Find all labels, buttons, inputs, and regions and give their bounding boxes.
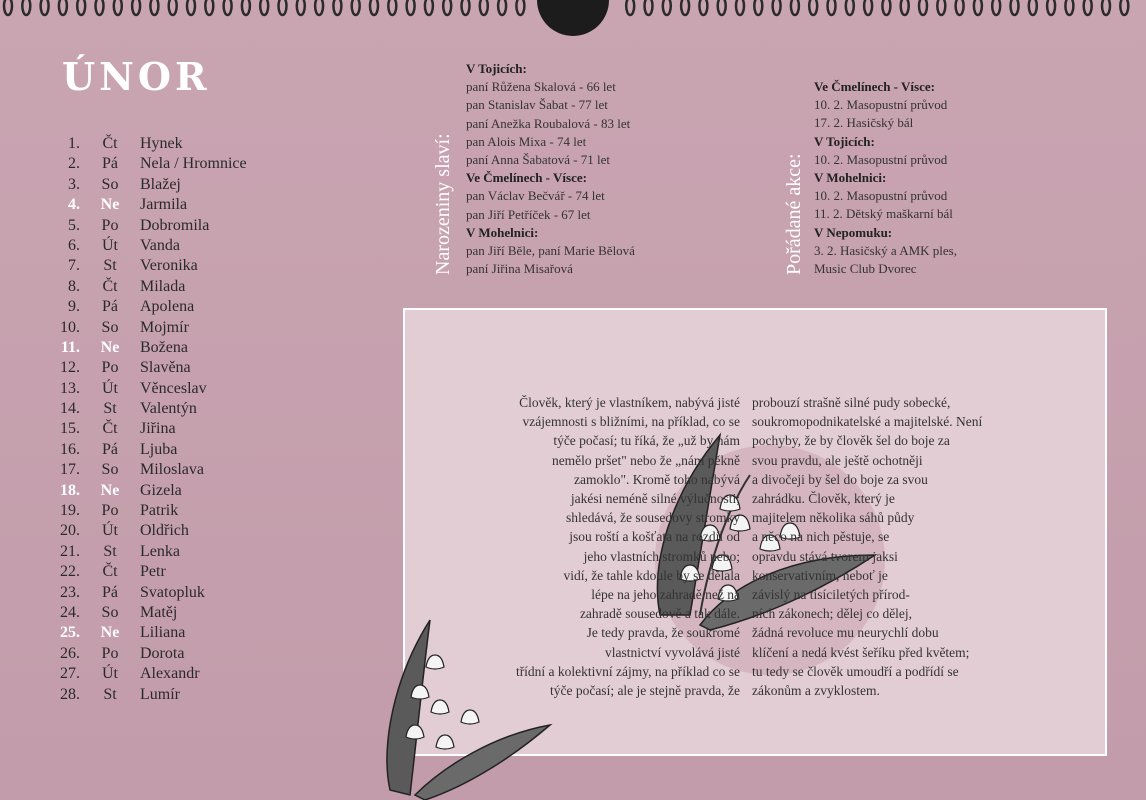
info-line: paní Růžena Skalová - 66 let xyxy=(466,79,616,95)
name-day: Veronika xyxy=(140,257,198,275)
day-row xyxy=(40,155,320,175)
article-line: zahradě sousedově a tak dále. xyxy=(579,606,740,622)
day-row xyxy=(40,686,320,706)
article-line: vlastnictví vyvolává jisté xyxy=(605,644,740,660)
day-number: 18. xyxy=(60,481,80,499)
article-line: shledává, že sousedovy stromky xyxy=(566,510,740,526)
spiral-ring xyxy=(41,0,49,15)
spiral-ring xyxy=(1047,0,1055,15)
spiral-ring xyxy=(498,0,506,15)
spiral-ring xyxy=(1065,0,1073,15)
day-row xyxy=(40,461,320,481)
spiral-ring xyxy=(77,0,85,15)
spiral-ring xyxy=(150,0,158,15)
article-line: a divočeji by šel do boje za svou xyxy=(752,471,928,487)
day-row xyxy=(40,217,320,237)
spiral-ring xyxy=(352,0,360,15)
weekday: Ne xyxy=(100,624,120,642)
weekday: Pá xyxy=(102,440,118,458)
article-line: vidí, že tahle kdoule by se dělala xyxy=(563,567,740,583)
day-row xyxy=(40,624,320,644)
spiral-ring xyxy=(864,0,872,15)
spiral-ring xyxy=(297,0,305,15)
article-line: Je tedy pravda, že soukromé xyxy=(586,625,740,641)
spiral-ring xyxy=(407,0,415,15)
day-number: 4. xyxy=(68,196,80,214)
spiral-ring xyxy=(956,0,964,15)
day-number: 16. xyxy=(60,440,80,458)
weekday: Čt xyxy=(102,420,118,438)
name-day: Dorota xyxy=(140,644,185,662)
article-line: jsou roští a košťata na rozdíl od xyxy=(569,529,740,545)
spiral-ring xyxy=(645,0,653,15)
spiral-ring xyxy=(315,0,323,15)
info-line: 10. 2. Masopustní průvod xyxy=(814,188,948,204)
weekday: Út xyxy=(102,522,118,540)
day-row xyxy=(40,563,320,583)
day-row xyxy=(40,176,320,196)
day-row xyxy=(40,257,320,277)
weekday: Pá xyxy=(102,155,118,173)
day-number: 21. xyxy=(60,542,80,560)
info-line: 11. 2. Dětský maškarní bál xyxy=(814,206,953,222)
spiral-ring xyxy=(425,0,433,15)
spiral-ring xyxy=(114,0,122,15)
weekday: Po xyxy=(101,502,119,520)
article-line: tu tedy se člověk umoudří a podřídí se xyxy=(752,663,959,679)
day-row xyxy=(40,522,320,542)
article-right-column xyxy=(752,393,1082,700)
article-line: týče počasí; ale je stejně pravda, že xyxy=(549,683,740,699)
name-day: Slavěna xyxy=(140,359,191,377)
day-number: 7. xyxy=(68,257,80,275)
info-line: pan Jiří Petříček - 67 let xyxy=(466,206,591,222)
day-number: 25. xyxy=(60,624,80,642)
article-line: vzájemnosti s bližními, na příklad, co se xyxy=(522,414,740,430)
birthdays-list xyxy=(466,60,635,278)
day-list xyxy=(40,135,320,706)
spiral-ring xyxy=(901,0,909,15)
day-number: 14. xyxy=(60,400,80,418)
day-row xyxy=(40,319,320,339)
weekday: Čt xyxy=(102,277,118,295)
weekday: So xyxy=(101,175,119,193)
spiral-ring xyxy=(96,0,104,15)
spiral-ring xyxy=(242,0,250,15)
name-day: Matěj xyxy=(140,603,178,621)
article-line: svou pravdu, ale ještě ochotněji xyxy=(752,452,923,468)
spiral-ring xyxy=(882,0,890,15)
name-day: Lumír xyxy=(140,685,180,703)
info-line: 3. 2. Hasičský a AMK ples, xyxy=(814,242,957,258)
weekday: Po xyxy=(101,644,119,662)
day-number: 28. xyxy=(60,685,80,703)
article-line: konservativním, neboť je xyxy=(752,567,888,583)
day-row xyxy=(40,400,320,420)
article-line: soukromopodnikatelské a majitelské. Není xyxy=(752,414,983,430)
article-line: nemělo pršet" nebo že „nám pěkně xyxy=(551,452,740,468)
info-line: pan Václav Bečvář - 74 let xyxy=(466,188,605,204)
day-row xyxy=(40,441,320,461)
name-day: Valentýn xyxy=(140,400,197,418)
article-line: ních zákonech; dělej co dělej, xyxy=(752,606,913,622)
spiral-ring xyxy=(462,0,470,15)
article-line: probouzí strašně silné pudy sobecké, xyxy=(752,395,951,410)
spiral-ring xyxy=(224,0,232,15)
name-day: Milada xyxy=(140,277,186,295)
day-row xyxy=(40,584,320,604)
day-row xyxy=(40,135,320,155)
article-line: třídní a kolektivní zájmy, na příklad co se xyxy=(515,663,740,679)
events-list xyxy=(814,78,957,278)
name-day: Alexandr xyxy=(140,665,200,683)
day-number: 19. xyxy=(60,502,80,520)
info-line: paní Anna Šabatová - 71 let xyxy=(466,152,611,168)
article-line: jeho vlastních stromků nebo; xyxy=(583,548,740,564)
info-line: 10. 2. Masopustní průvod xyxy=(814,97,948,113)
spiral-ring xyxy=(626,0,634,15)
spiral-ring xyxy=(992,0,1000,15)
name-day: Patrik xyxy=(140,502,179,520)
weekday: Ne xyxy=(100,338,120,356)
weekday: Pá xyxy=(102,583,118,601)
place-heading: V Nepomuku: xyxy=(814,224,893,240)
day-number: 23. xyxy=(60,583,80,601)
name-day: Dobromila xyxy=(140,216,210,234)
spiral-ring xyxy=(937,0,945,15)
day-row xyxy=(40,645,320,665)
place-heading: Ve Čmelínech - Vísce: xyxy=(466,170,587,186)
weekday: So xyxy=(101,603,119,621)
spiral-ring xyxy=(974,0,982,15)
info-line: pan Stanislav Šabat - 77 let xyxy=(466,97,608,113)
day-number: 3. xyxy=(68,175,80,193)
day-number: 22. xyxy=(60,563,80,581)
info-line: 10. 2. Masopustní průvod xyxy=(814,151,948,167)
day-number: 9. xyxy=(68,298,80,316)
spiral-ring xyxy=(333,0,341,15)
weekday: Čt xyxy=(102,563,118,581)
spiral-ring xyxy=(736,0,744,15)
day-row xyxy=(40,380,320,400)
name-day: Jarmila xyxy=(140,196,188,214)
day-number: 11. xyxy=(60,338,80,356)
spiral-ring xyxy=(279,0,287,15)
article-line: jakési neméně silné výlučnosti; xyxy=(570,491,740,507)
spiral-ring xyxy=(718,0,726,15)
article-line: Člověk, který je vlastníkem, nabývá jisté xyxy=(519,395,740,410)
place-heading: V Tojicích: xyxy=(466,61,527,76)
spiral-ring xyxy=(754,0,762,15)
weekday: Út xyxy=(102,236,118,254)
spiral-ring xyxy=(919,0,927,15)
info-line: paní Jiřina Misařová xyxy=(466,261,573,277)
day-number: 24. xyxy=(60,603,80,621)
place-heading: V Mohelnici: xyxy=(814,170,887,186)
day-row xyxy=(40,665,320,685)
name-day: Vanda xyxy=(140,236,180,254)
day-number: 26. xyxy=(60,644,80,662)
weekday: Ne xyxy=(100,481,120,499)
spiral-ring xyxy=(773,0,781,15)
name-day: Liliana xyxy=(140,624,186,642)
day-number: 27. xyxy=(60,665,80,683)
article-line: týče počasí; tu říká, že „už by nám xyxy=(553,433,740,449)
day-number: 17. xyxy=(60,461,80,479)
weekday: Po xyxy=(101,216,119,234)
weekday: St xyxy=(103,542,117,560)
spiral-ring xyxy=(699,0,707,15)
day-number: 8. xyxy=(68,277,80,295)
article-line: lépe na jeho zahradě než na xyxy=(591,587,740,603)
spiral-ring xyxy=(187,0,195,15)
day-row xyxy=(40,359,320,379)
place-heading: V Tojicích: xyxy=(814,133,875,149)
article-line: pochyby, že by člověk šel do boje za xyxy=(752,433,950,449)
day-row xyxy=(40,482,320,502)
spiral-ring xyxy=(663,0,671,15)
day-number: 2. xyxy=(68,155,80,173)
place-heading: V Mohelnici: xyxy=(466,224,539,240)
article-line: žádná revoluce mu neurychlí dobu xyxy=(752,625,939,641)
spiral-ring xyxy=(4,0,12,15)
spiral-ring xyxy=(169,0,177,15)
name-day: Ljuba xyxy=(140,440,178,458)
article-left-column xyxy=(420,393,740,700)
spiral-ring xyxy=(1029,0,1037,15)
spiral-ring xyxy=(205,0,213,15)
day-number: 6. xyxy=(68,236,80,254)
day-number: 5. xyxy=(68,216,80,234)
day-number: 10. xyxy=(60,318,80,336)
spiral-ring xyxy=(1011,0,1019,15)
name-day: Apolena xyxy=(140,298,195,316)
spiral-ring xyxy=(828,0,836,15)
name-day: Oldřich xyxy=(140,522,189,540)
spiral-ring xyxy=(370,0,378,15)
birthdays-label: Narozeniny slaví: xyxy=(432,133,454,275)
events-label: Pořádané akce: xyxy=(783,153,805,275)
day-row xyxy=(40,420,320,440)
spiral-ring xyxy=(809,0,817,15)
spiral-ring xyxy=(22,0,30,15)
spiral-ring xyxy=(681,0,689,15)
day-row xyxy=(40,502,320,522)
day-row xyxy=(40,298,320,318)
spiral-ring xyxy=(791,0,799,15)
day-row xyxy=(40,339,320,359)
spiral-ring xyxy=(59,0,67,15)
name-day: Božena xyxy=(140,338,188,356)
spiral-ring xyxy=(516,0,524,15)
place-heading: Ve Čmelínech - Vísce: xyxy=(814,79,935,94)
day-row xyxy=(40,278,320,298)
weekday: St xyxy=(103,400,117,418)
article-line: majitelem několika sáhů půdy xyxy=(752,510,915,526)
article-line: zamoklo". Kromě toho nabývá xyxy=(574,471,740,487)
weekday: So xyxy=(101,318,119,336)
article-line: opravdu stává tvorem jaksi xyxy=(752,548,898,564)
weekday: Út xyxy=(102,665,118,683)
day-number: 15. xyxy=(60,420,80,438)
day-row xyxy=(40,196,320,216)
name-day: Hynek xyxy=(140,135,183,152)
spiral-ring xyxy=(260,0,268,15)
article-line: a něco na nich pěstuje, se xyxy=(752,529,890,545)
month-title: ÚNOR xyxy=(62,54,211,99)
spiral-ring xyxy=(388,0,396,15)
spiral-ring xyxy=(443,0,451,15)
weekday: So xyxy=(101,461,119,479)
day-row xyxy=(40,543,320,563)
weekday: Pá xyxy=(102,298,118,316)
name-day: Lenka xyxy=(140,542,180,560)
article-line: klíčení a nedá kvést šeříku před květem; xyxy=(752,644,970,660)
day-number: 20. xyxy=(60,522,80,540)
spiral-ring xyxy=(132,0,140,15)
day-row xyxy=(40,604,320,624)
weekday: St xyxy=(103,685,117,703)
info-line: paní Anežka Roubalová - 83 let xyxy=(466,115,631,131)
name-day: Nela / Hromnice xyxy=(140,155,247,173)
weekday: Čt xyxy=(102,135,118,152)
spiral-ring xyxy=(1102,0,1110,15)
day-number: 1. xyxy=(68,135,80,152)
day-row xyxy=(40,237,320,257)
name-day: Věnceslav xyxy=(140,379,207,397)
info-line: pan Jiří Běle, paní Marie Bělová xyxy=(466,243,635,259)
day-number: 13. xyxy=(60,379,80,397)
hanger-hole xyxy=(537,0,609,36)
name-day: Svatopluk xyxy=(140,583,205,601)
article-line: zákonům a zvyklostem. xyxy=(752,683,880,699)
spiral-ring xyxy=(846,0,854,15)
weekday: Po xyxy=(101,359,119,377)
spiral-ring xyxy=(1120,0,1128,15)
name-day: Miloslava xyxy=(140,461,204,479)
article-line: zahrádku. Člověk, který je xyxy=(752,491,895,507)
spiral-ring xyxy=(480,0,488,15)
info-line: Music Club Dvorec xyxy=(814,261,917,277)
spiral-ring xyxy=(1084,0,1092,15)
weekday: Ne xyxy=(100,196,120,214)
info-line: pan Alois Mixa - 74 let xyxy=(466,133,587,149)
name-day: Gizela xyxy=(140,481,182,499)
article-line: závislý na tisíciletých přírod- xyxy=(752,587,910,603)
name-day: Jiřina xyxy=(140,420,176,438)
name-day: Petr xyxy=(140,563,166,581)
name-day: Blažej xyxy=(140,175,181,193)
weekday: Út xyxy=(102,379,118,397)
name-day: Mojmír xyxy=(140,318,189,336)
day-number: 12. xyxy=(60,359,80,377)
weekday: St xyxy=(103,257,117,275)
info-line: 17. 2. Hasičský bál xyxy=(814,115,914,131)
